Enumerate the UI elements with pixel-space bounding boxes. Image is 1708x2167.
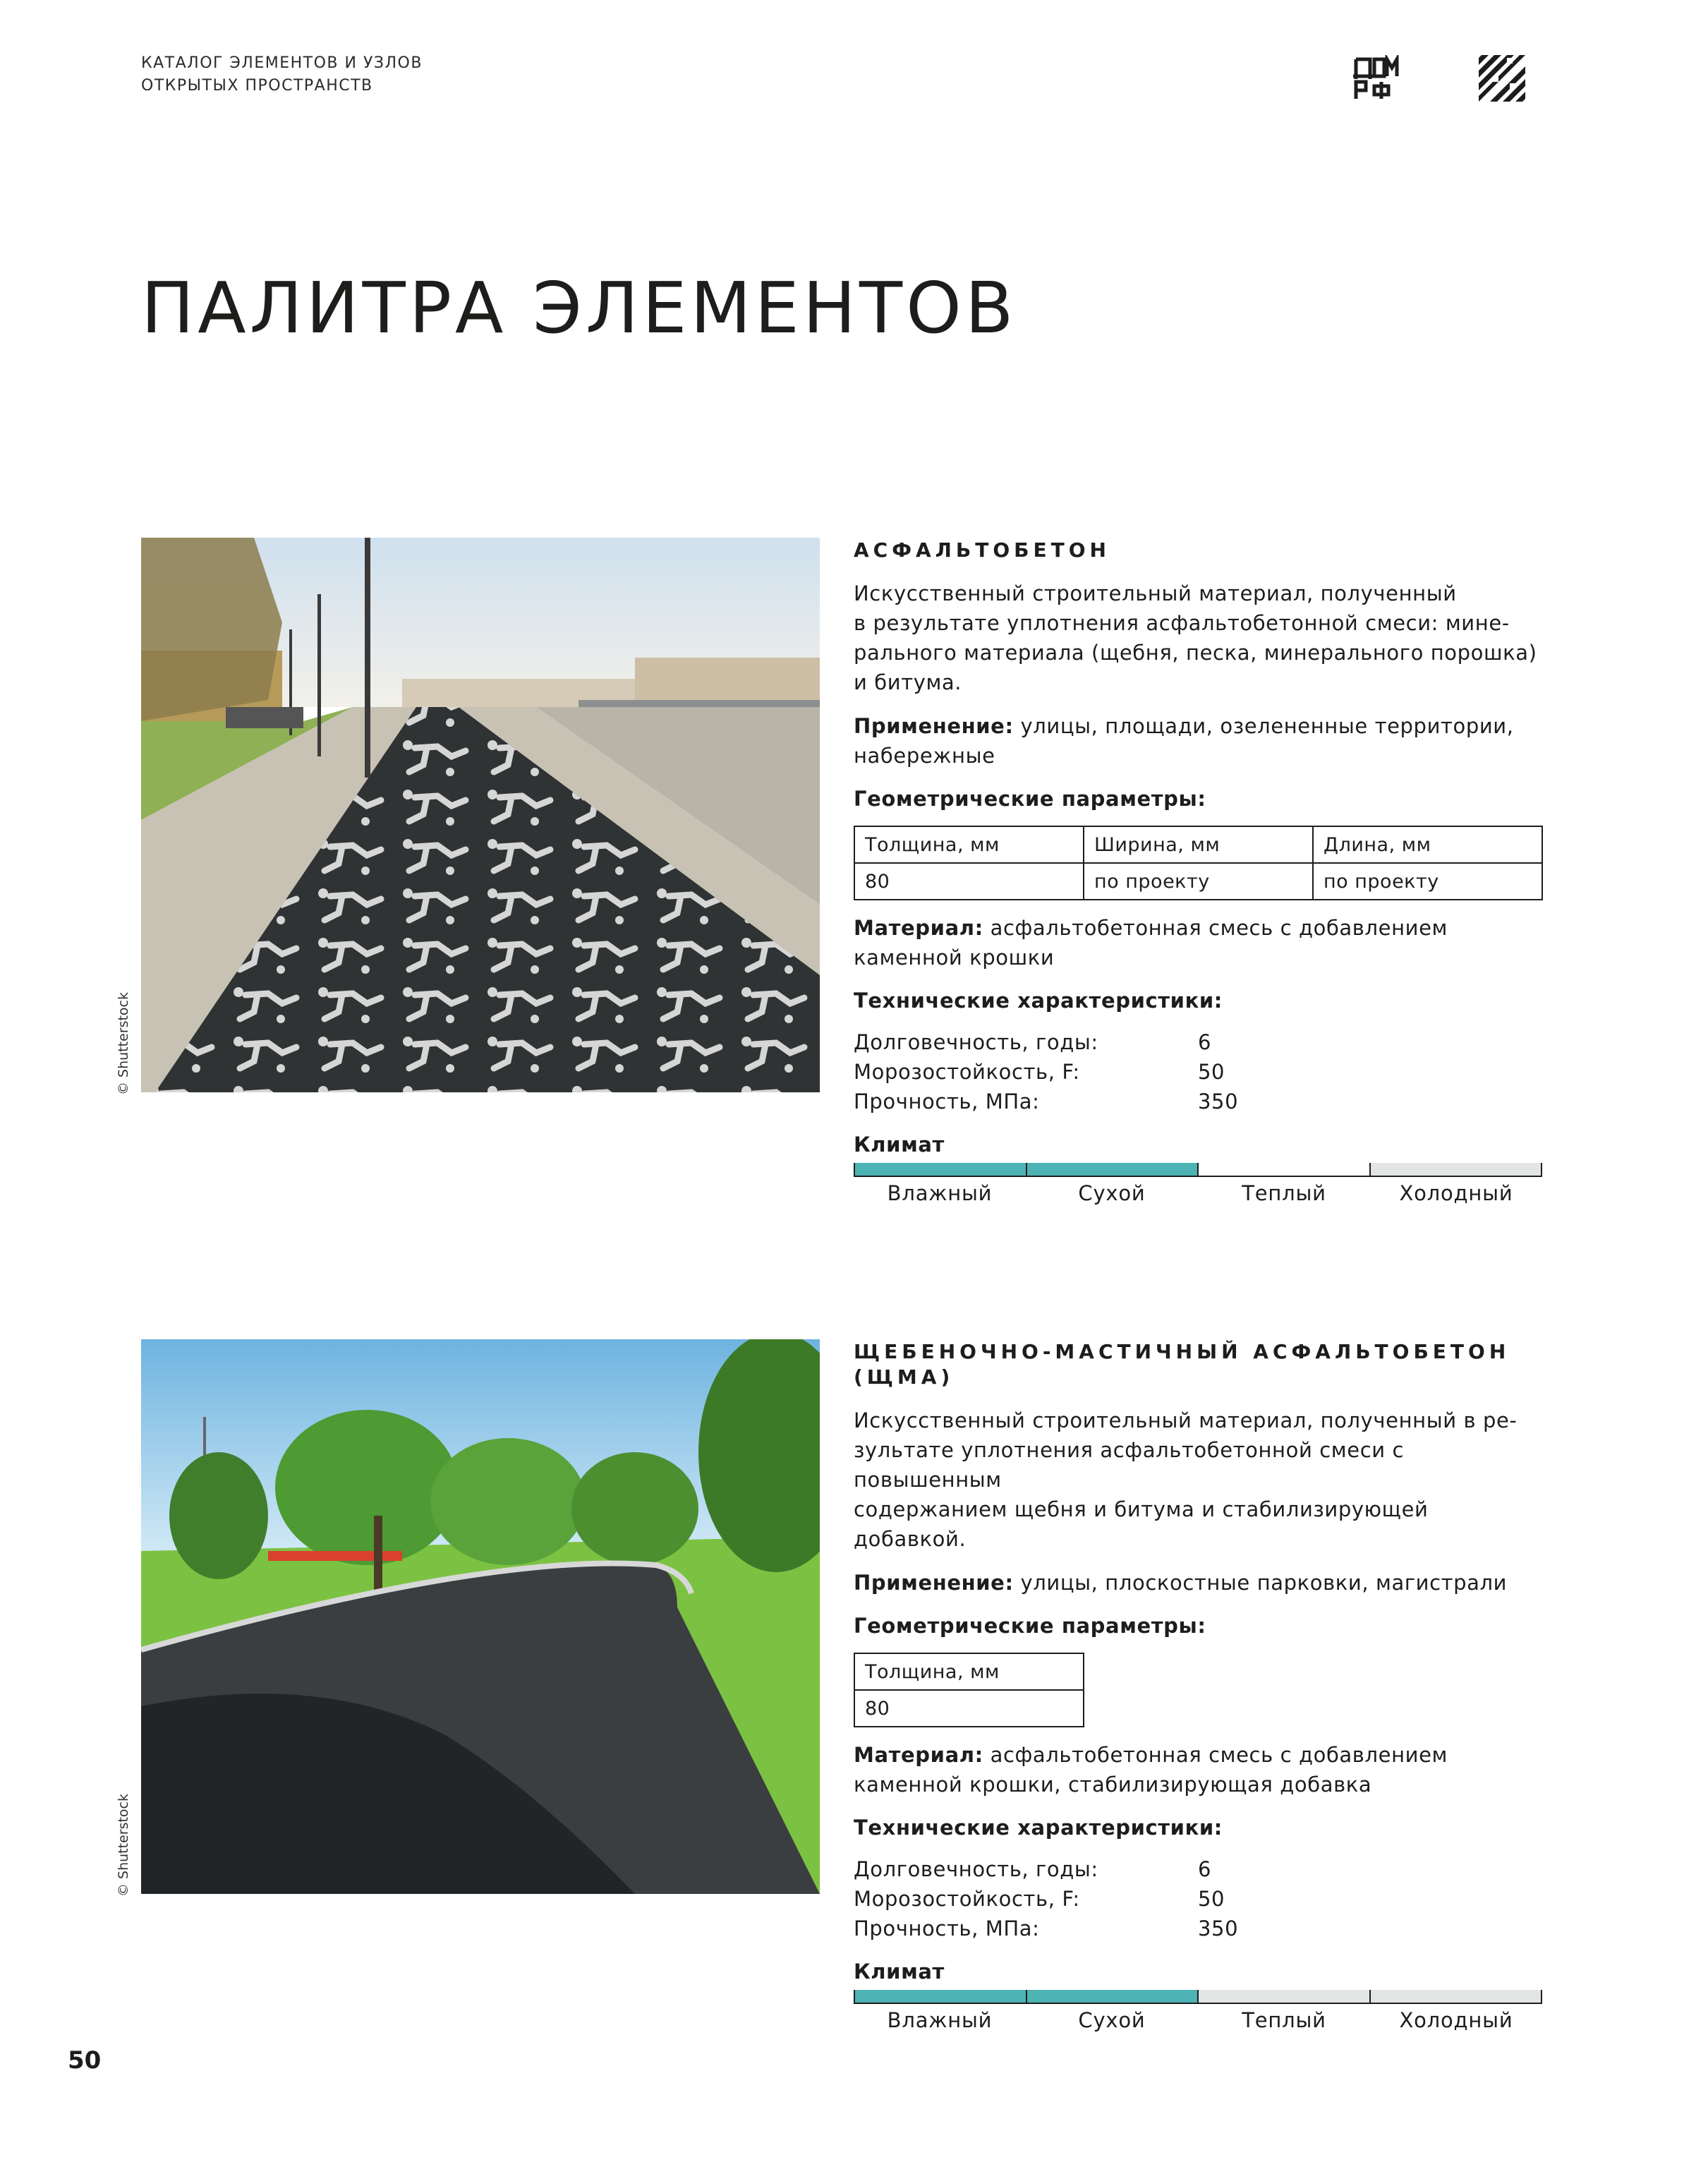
climate-segment <box>854 1163 1026 1177</box>
climate-segment <box>1369 1163 1543 1177</box>
tech-key: Морозостойкость, F: <box>854 1060 1080 1084</box>
info-asphalt <box>854 538 1545 1205</box>
tech-key: Долговечность, годы: <box>854 1030 1098 1054</box>
photo-park-road <box>141 1339 820 1894</box>
tech-list <box>854 1854 1545 1943</box>
climate-segment <box>854 1990 1026 2004</box>
tech-key: Прочность, МПа: <box>854 1917 1040 1940</box>
material-text: каменной крошки <box>854 946 1055 970</box>
usage-text: улицы, площади, озелененные территории, <box>1013 714 1514 738</box>
tech-key: Прочность, МПа: <box>854 1089 1040 1113</box>
material <box>854 1740 1545 1799</box>
tech-row <box>854 1087 1545 1116</box>
climate-labels <box>854 2008 1542 2032</box>
geo-head-cell: Длина, мм <box>1313 826 1542 863</box>
climate-segment <box>1197 1163 1369 1177</box>
climate-cold: Холодный <box>1399 1181 1513 1205</box>
climate-segment <box>1197 1990 1369 2004</box>
usage <box>854 711 1545 771</box>
desc-line: в результате уплотнения асфальтобетонной смеси: мине- <box>854 611 1510 635</box>
tech-key: Долговечность, годы: <box>854 1857 1098 1881</box>
tech-value: 6 <box>1198 1857 1212 1881</box>
geo-value-cell: 80 <box>854 863 1084 900</box>
stripes-logo <box>1479 55 1525 102</box>
geo-table <box>854 1653 1084 1727</box>
desc-line: Искусственный строительный материал, полученный в ре- <box>854 1408 1518 1432</box>
geo-head-cell: Ширина, мм <box>1084 826 1313 863</box>
tech-value: 350 <box>1198 1089 1239 1113</box>
climate-warm: Теплый <box>1242 2008 1326 2032</box>
dom-rf-logo <box>1353 55 1400 102</box>
header-line-2: ОТКРЫТЫХ ПРОСТРАНСТВ <box>141 77 373 95</box>
climate-labels <box>854 1181 1542 1205</box>
geo-label: Геометрические параметры: <box>854 1614 1206 1638</box>
usage <box>854 1568 1545 1598</box>
material <box>854 913 1545 972</box>
tech-row <box>854 1027 1545 1057</box>
tech-value: 350 <box>1198 1917 1239 1940</box>
material-text: асфальтобетонная смесь с добавлением <box>983 916 1448 940</box>
desc-line: и битума. <box>854 670 962 694</box>
tech-value: 50 <box>1198 1887 1225 1911</box>
info-sma <box>854 1339 1545 2032</box>
desc-line: Искусственный строительный материал, полученный <box>854 581 1457 605</box>
material-label: Материал: <box>854 916 983 940</box>
catalog-header <box>141 52 423 97</box>
climate-segment <box>1369 1990 1543 2004</box>
description <box>854 1406 1545 1554</box>
material-title: ЩЕБЕНОЧНО-МАСТИЧНЫЙ АСФАЛЬТОБЕТОН (ЩМА) <box>854 1340 1510 1389</box>
geo-value-cell: 80 <box>854 1690 1084 1727</box>
climate-dry: Сухой <box>1078 2008 1146 2032</box>
material-text: каменной крошки, стабилизирующая добавка <box>854 1773 1372 1797</box>
photo-credit: © Shutterstock <box>116 991 131 1095</box>
climate-bar <box>854 1990 1542 2004</box>
tech-row <box>854 1057 1545 1087</box>
material-label: Материал: <box>854 1743 983 1767</box>
tech-key: Морозостойкость, F: <box>854 1887 1080 1911</box>
climate-dry: Сухой <box>1078 1181 1146 1205</box>
photo-asphalt-path <box>141 538 820 1092</box>
climate-label: Климат <box>854 1133 945 1157</box>
tech-value: 6 <box>1198 1030 1212 1054</box>
photo-credit: © Shutterstock <box>116 1793 131 1897</box>
usage-label: Применение: <box>854 714 1014 738</box>
tech-row <box>854 1854 1545 1884</box>
header-line-1: КАТАЛОГ ЭЛЕМЕНТОВ И УЗЛОВ <box>141 54 423 72</box>
page-title: ПАЛИТРА ЭЛЕМЕНТОВ <box>141 267 1017 349</box>
tech-label: Технические характеристики: <box>854 1816 1223 1840</box>
page-number: 50 <box>68 2046 102 2075</box>
climate-label: Климат <box>854 1960 945 1984</box>
logos <box>1353 55 1525 102</box>
usage-label: Применение: <box>854 1571 1014 1595</box>
geo-value-cell: по проекту <box>1084 863 1313 900</box>
climate-segment <box>1026 1163 1198 1177</box>
tech-row <box>854 1914 1545 1943</box>
material-text: асфальтобетонная смесь с добавлением <box>983 1743 1448 1767</box>
tech-label: Технические характеристики: <box>854 989 1223 1013</box>
climate-humid: Влажный <box>887 2008 993 2032</box>
tech-value: 50 <box>1198 1060 1225 1084</box>
climate-cold: Холодный <box>1399 2008 1513 2032</box>
desc-line: содержанием щебня и битума и стабилизирующей добавкой. <box>854 1497 1429 1551</box>
climate-bar <box>854 1163 1542 1177</box>
tech-list <box>854 1027 1545 1116</box>
geo-value-cell: по проекту <box>1313 863 1542 900</box>
climate-segment <box>1026 1990 1198 2004</box>
desc-line: рального материала (щебня, песка, минерального порошка) <box>854 641 1537 665</box>
desc-line: зультате уплотнения асфальтобетонной смеси с повышенным <box>854 1438 1405 1492</box>
material-title: АСФАЛЬТОБЕТОН <box>854 538 1110 562</box>
geo-head-cell: Толщина, мм <box>854 1653 1084 1690</box>
description <box>854 579 1545 697</box>
geo-table <box>854 826 1543 900</box>
usage-text: улицы, плоскостные парковки, магистрали <box>1013 1571 1508 1595</box>
climate-humid: Влажный <box>887 1181 993 1205</box>
geo-label: Геометрические параметры: <box>854 787 1206 811</box>
tech-row <box>854 1884 1545 1914</box>
climate-warm: Теплый <box>1242 1181 1326 1205</box>
geo-head-cell: Толщина, мм <box>854 826 1084 863</box>
usage-text: набережные <box>854 744 995 768</box>
